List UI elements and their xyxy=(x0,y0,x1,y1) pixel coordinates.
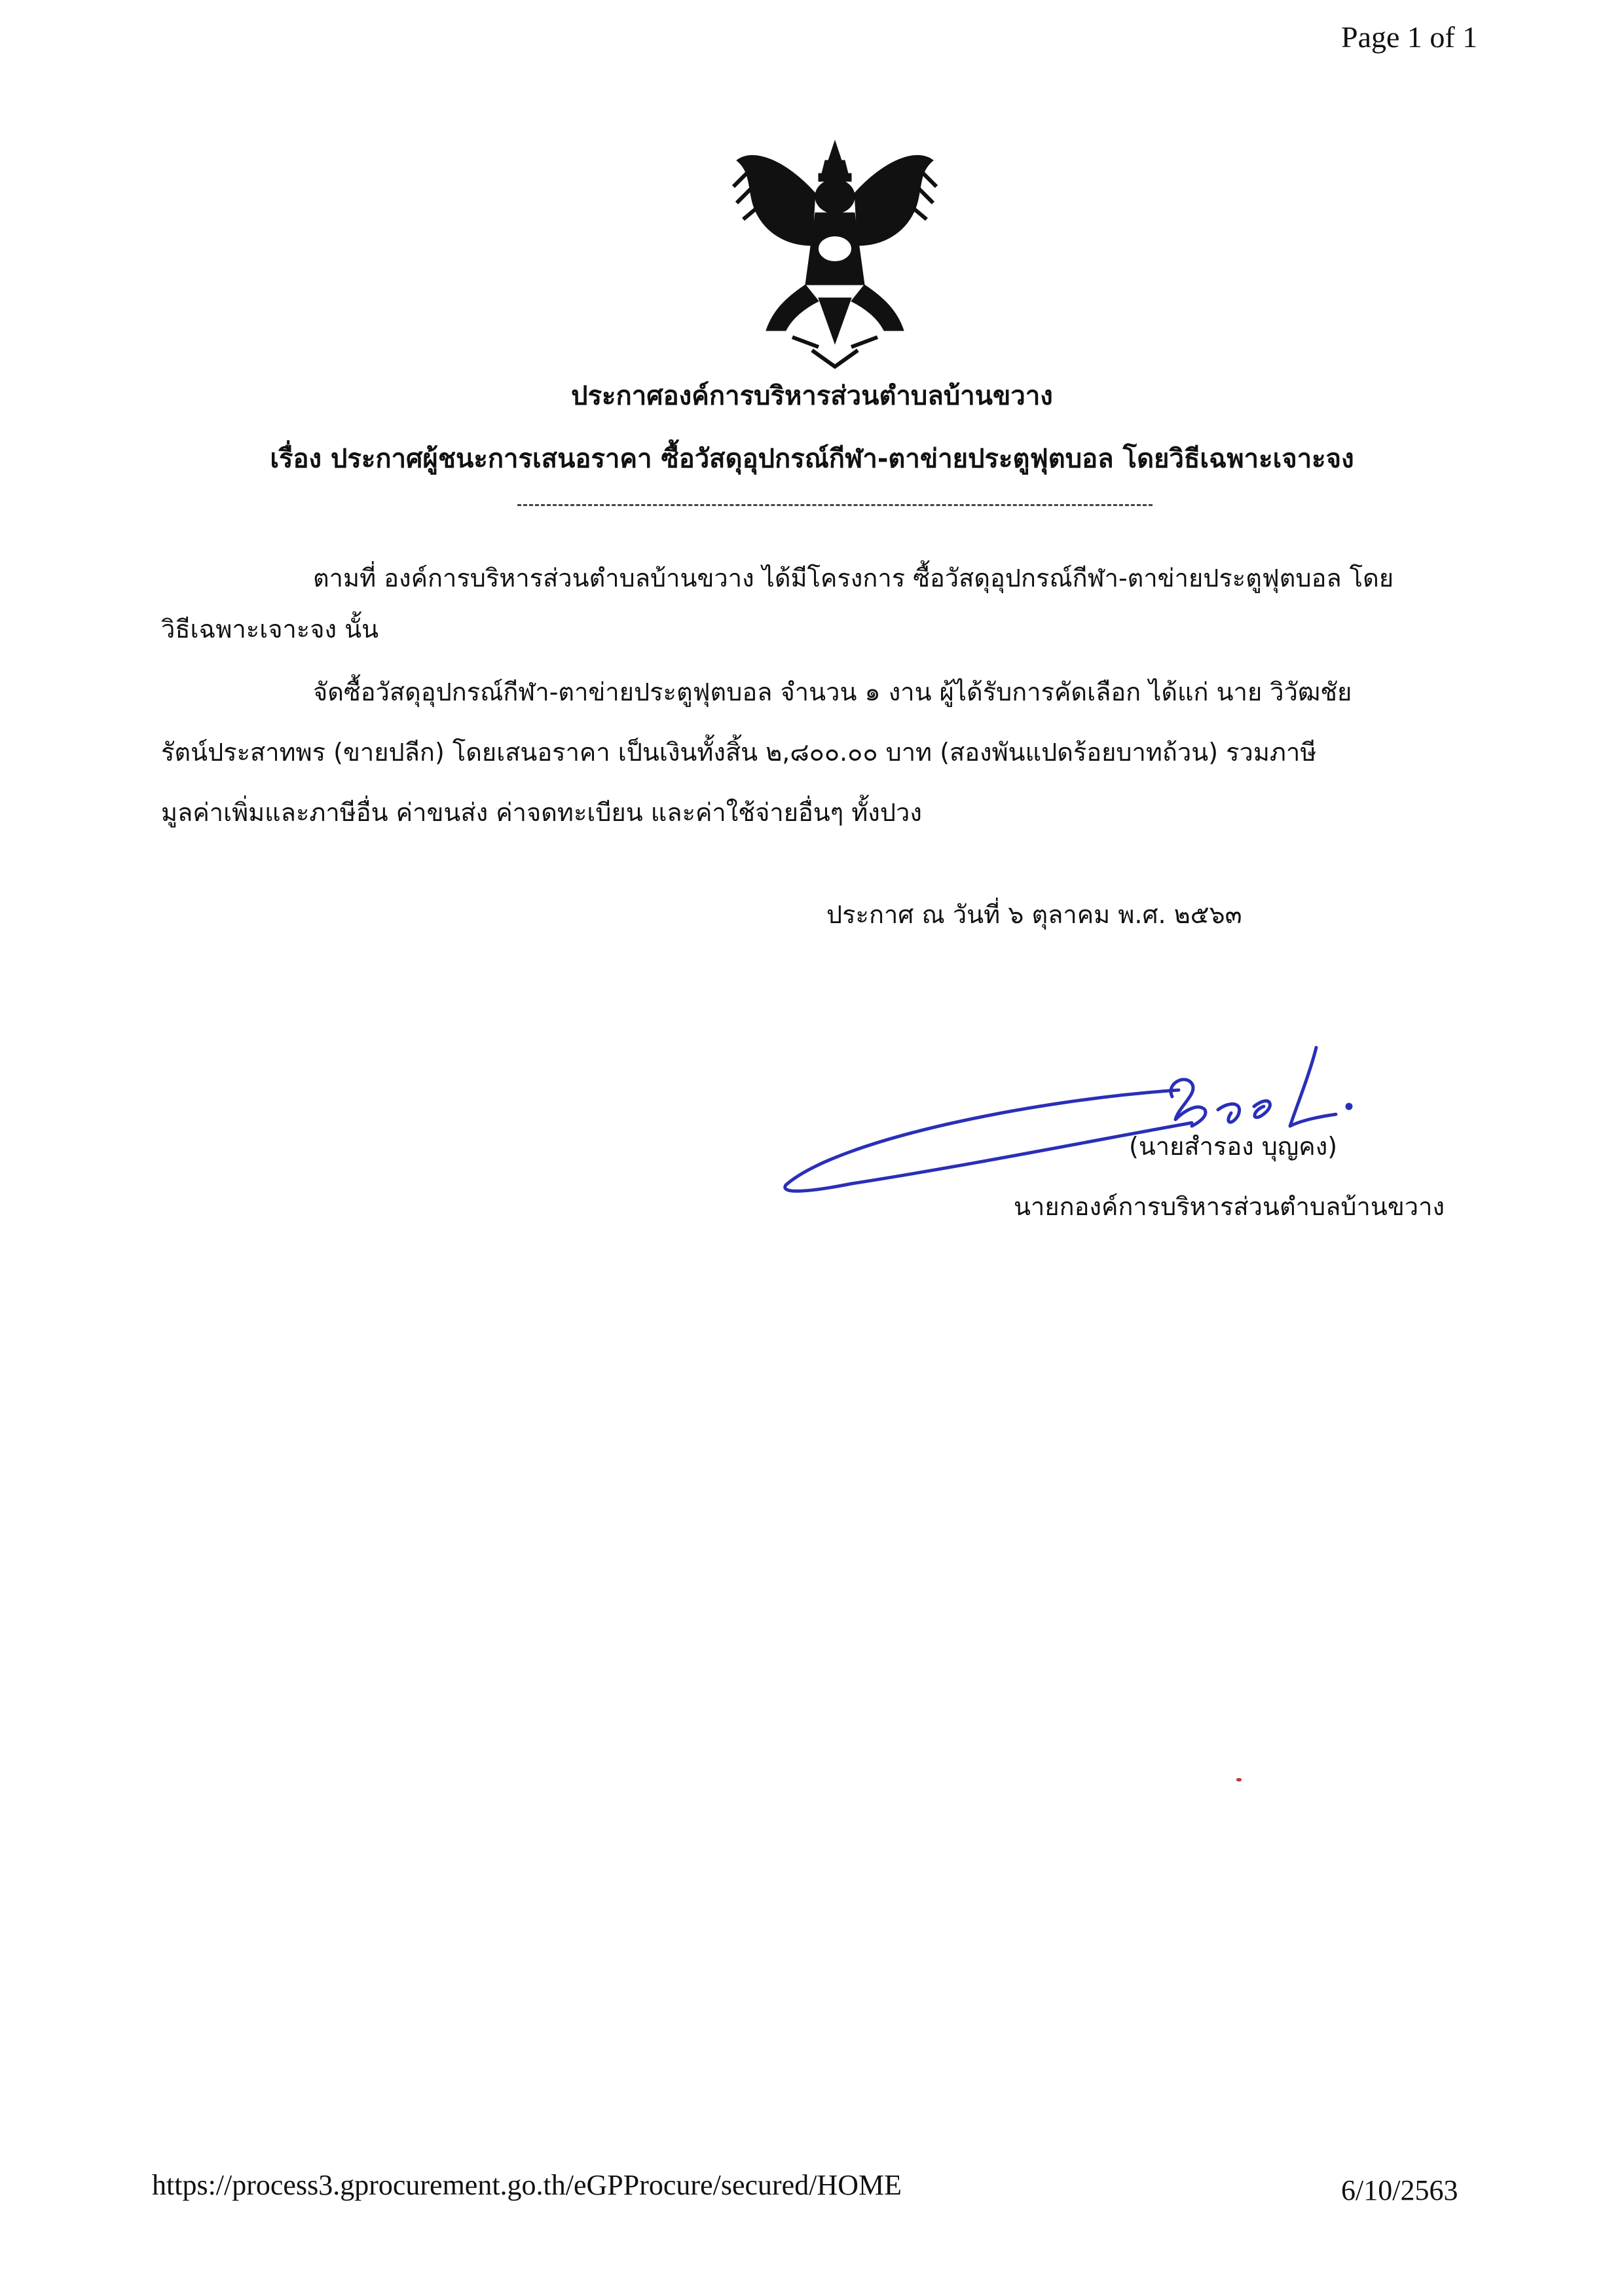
footer-url: https://process3.gprocurement.go.th/eGPProcure/secured/HOME xyxy=(152,2169,902,2201)
ink-speck xyxy=(1236,1778,1242,1781)
announcement-date: ประกาศ ณ วันที่ ๖ ตุลาคม พ.ศ. ๒๕๖๓ xyxy=(826,900,1242,929)
page-indicator: Page 1 of 1 xyxy=(1341,20,1478,54)
garuda-emblem-icon xyxy=(727,134,943,370)
handwritten-signature xyxy=(773,975,1401,1211)
paragraph-1-line-2: วิธีเฉพาะเจาะจง นั้น xyxy=(161,615,379,644)
signatory-name: (นายสำรอง บุญคง) xyxy=(1129,1132,1338,1161)
announcement-subject: เรื่อง ประกาศผู้ชนะการเสนอราคา ซื้อวัสดุอุปกรณ์กีฬา-ตาข่ายประตูฟุตบอล โดยวิธีเฉพาะเจาะจง xyxy=(270,444,1354,474)
paragraph-2-line-1: จัดซื้อวัสดุอุปกรณ์กีฬา-ตาข่ายประตูฟุตบอล จำนวน ๑ งาน ผู้ได้รับการคัดเลือก ได้แก่ นาย วิวัฒชัย xyxy=(313,678,1352,706)
paragraph-1-line-1: ตามที่ องค์การบริหารส่วนตำบลบ้านขวาง ได้มีโครงการ ซื้อวัสดุอุปกรณ์กีฬา-ตาข่ายประตูฟุตบอล โดย xyxy=(313,564,1394,592)
paragraph-2-line-3: มูลค่าเพิ่มและภาษีอื่น ค่าขนส่ง ค่าจดทะเบียน และค่าใช้จ่ายอื่นๆ ทั้งปวง xyxy=(161,798,922,827)
signatory-position: นายกองค์การบริหารส่วนตำบลบ้านขวาง xyxy=(1014,1192,1445,1221)
footer-date: 6/10/2563 xyxy=(1341,2174,1458,2206)
paragraph-2-line-2: รัตน์ประสาทพร (ขายปลีก) โดยเสนอราคา เป็นเงินทั้งสิ้น ๒,๘๐๐.๐๐ บาท (สองพันแปดร้อยบาทถ้วน) รวมภาษี xyxy=(161,738,1317,767)
announcement-heading: ประกาศองค์การบริหารส่วนตำบลบ้านขวาง xyxy=(571,381,1053,411)
divider xyxy=(517,504,1153,506)
